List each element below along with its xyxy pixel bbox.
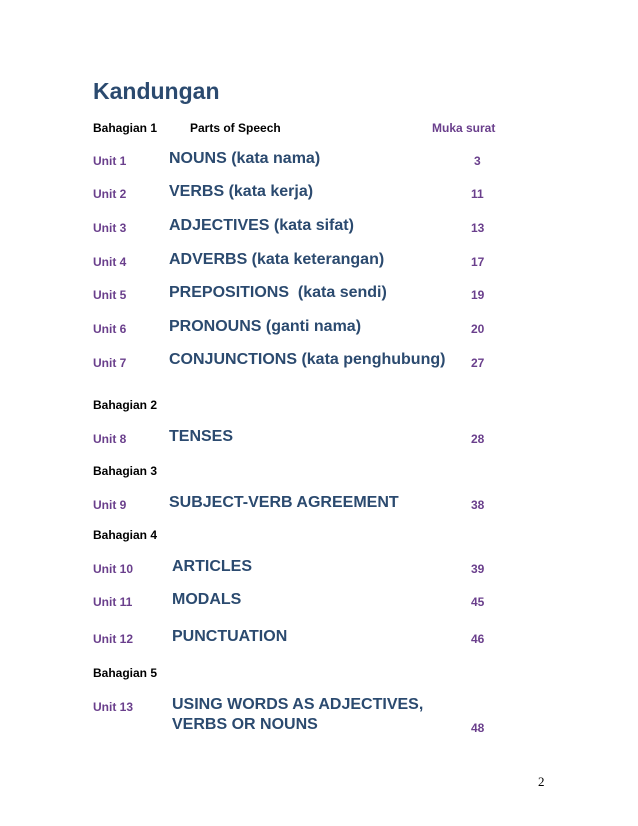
- page-title: Kandungan: [93, 78, 220, 104]
- section-heading-5: Bahagian 5: [93, 666, 158, 680]
- unit-page-7: 27: [471, 356, 485, 370]
- unit-page-12: 46: [471, 632, 485, 646]
- unit-label-7: Unit 7: [93, 356, 127, 370]
- unit-page-5: 19: [471, 288, 485, 302]
- unit-topic-8: TENSES: [169, 428, 234, 445]
- unit-label-1: Unit 1: [93, 154, 127, 168]
- unit-label-4: Unit 4: [93, 255, 127, 269]
- page-number: 2: [538, 774, 545, 789]
- unit-topic-6: PRONOUNS (ganti nama): [169, 318, 362, 335]
- unit-label-10: Unit 10: [93, 562, 134, 576]
- unit-topic-7: CONJUNCTIONS (kata penghubung): [169, 351, 446, 368]
- unit-page-10: 39: [471, 562, 485, 576]
- section-heading-4: Bahagian 4: [93, 528, 158, 542]
- unit-page-2: 11: [471, 187, 484, 201]
- unit-topic-9: SUBJECT-VERB AGREEMENT: [169, 494, 399, 511]
- unit-page-6: 20: [471, 322, 485, 336]
- section-heading-2: Bahagian 2: [93, 398, 158, 412]
- unit-label-6: Unit 6: [93, 322, 127, 336]
- unit-label-9: Unit 9: [93, 498, 127, 512]
- unit-label-12: Unit 12: [93, 632, 134, 646]
- unit-label-11: Unit 11: [93, 595, 133, 609]
- unit-page-3: 13: [471, 221, 485, 235]
- section-heading-3: Bahagian 3: [93, 464, 158, 478]
- unit-label-5: Unit 5: [93, 288, 127, 302]
- unit-topic-11: MODALS: [172, 591, 242, 608]
- unit-label-3: Unit 3: [93, 221, 127, 235]
- unit-topic-2: VERBS (kata kerja): [169, 183, 314, 200]
- section-heading-1: Bahagian 1: [93, 121, 158, 135]
- unit-topic-4: ADVERBS (kata keterangan): [169, 251, 385, 268]
- unit-topic-1: NOUNS (kata nama): [169, 150, 321, 167]
- unit-page-1: 3: [474, 154, 481, 168]
- unit-topic-5: PREPOSITIONS (kata sendi): [169, 284, 387, 301]
- parts-of-speech-heading: Parts of Speech: [190, 121, 281, 135]
- unit-topic-3: ADJECTIVES (kata sifat): [169, 217, 354, 234]
- unit-page-11: 45: [471, 595, 485, 609]
- unit-page-9: 38: [471, 498, 485, 512]
- unit-topic-10: ARTICLES: [172, 558, 252, 575]
- unit-label-2: Unit 2: [93, 187, 127, 201]
- unit-label-13: Unit 13: [93, 700, 134, 714]
- unit-label-8: Unit 8: [93, 432, 127, 446]
- unit-topic-13: USING WORDS AS ADJECTIVES,: [172, 696, 424, 713]
- unit-page-8: 28: [471, 432, 485, 446]
- unit-topic-13-line2: VERBS OR NOUNS: [172, 716, 318, 733]
- unit-page-13: 48: [471, 721, 485, 735]
- unit-page-4: 17: [471, 255, 485, 269]
- page-column-heading: Muka surat: [432, 121, 496, 135]
- unit-topic-12: PUNCTUATION: [172, 628, 288, 645]
